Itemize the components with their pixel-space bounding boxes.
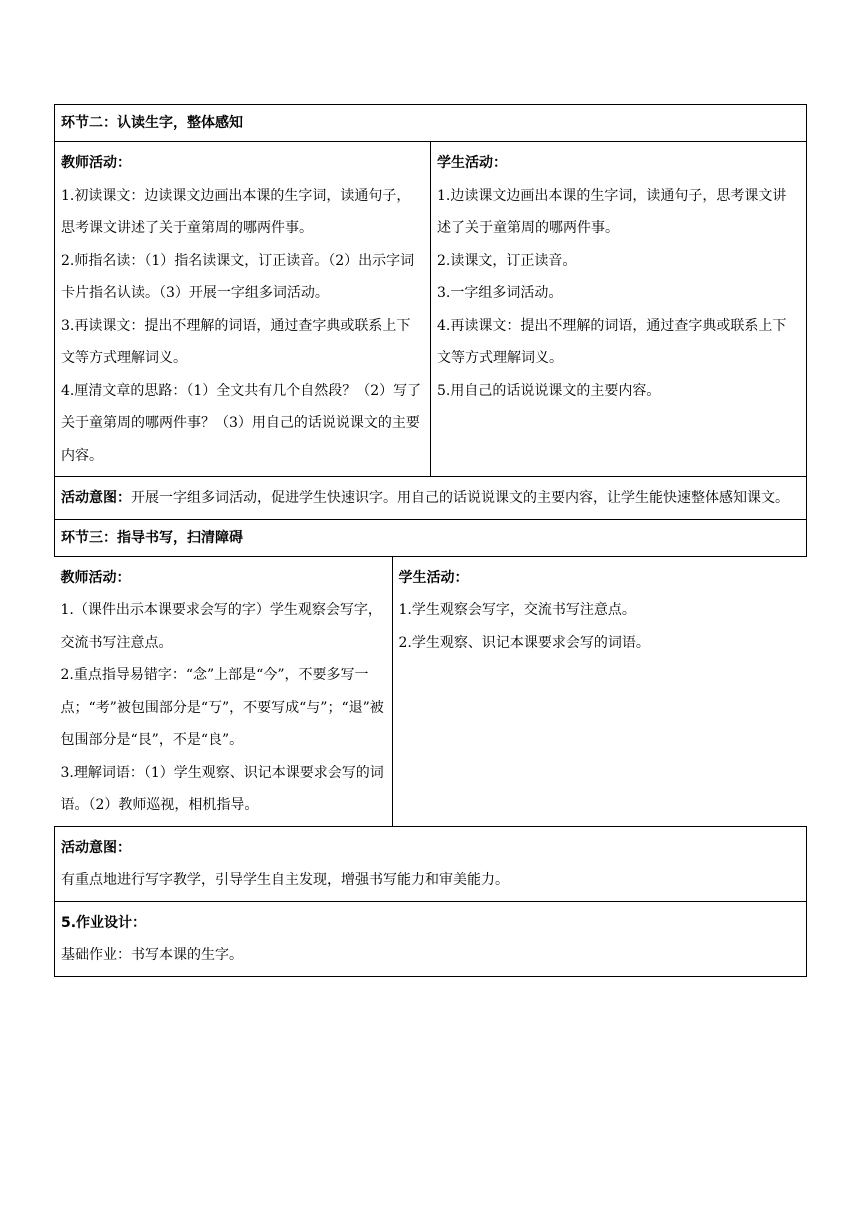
section-3-intent-row [55,826,807,901]
section-2-student-label: 学生活动： [437,155,507,171]
section-2-header-row [55,105,807,142]
section-2-teacher-cell [55,142,431,477]
section-2-intent-label: 活动意图： [61,490,131,506]
section-3-intent-label: 活动意图： [61,839,131,856]
section-3-header-row [55,519,807,556]
homework-text: 基础作业：书写本课的生字。 [61,947,243,963]
section-3-intent-cell [55,826,807,901]
section-2-student-item-3: 3.一字组多词活动。 [437,285,563,301]
section-3-student-cell [392,557,807,826]
section-3-student-item-2: 2.学生观察、识记本课要求会写的词语。 [398,634,650,651]
section-2-title: 环节二：认读生字，整体感知 [55,105,807,142]
section-2-teacher-item-3: 3.再读课文：提出不理解的词语，通过查字典或联系上下文等方式理解词义。 [61,317,411,366]
section-2-teacher-item-4: 4.厘清文章的思路：（1）全文共有几个自然段？（2）写了关于童第周的哪两件事？（3）用自己的话说说课文的主要内容。 [61,382,422,464]
section-2-student-cell [431,142,807,477]
section-2-teacher-item-2: 2.师指名读：（1）指名读课文，订正读音。（2）出示字词卡片指名认读。（3）开展一字组多词活动。 [61,252,415,301]
section-2-teacher-label: 教师活动： [61,155,131,171]
section-2-intent-row [55,477,807,520]
section-2-intent-cell [55,477,807,520]
section-2-activities-row [55,142,807,477]
section-2-student-item-4: 4.再读课文：提出不理解的词语，通过查字典或联系上下文等方式理解词义。 [437,317,787,366]
section-3-teacher-item-2: 2.重点指导易错字：“念”上部是“今”，不要多写一点；“考”被包围部分是“丂”，不要写成“与”；“退”被包围部分是“艮”，不是“良”。 [60,667,384,748]
section-2-student-item-2: 2.读课文，订正读音。 [437,252,577,269]
homework-row [55,901,807,976]
section-3-teacher-cell [55,557,393,826]
section-3-activities-wrapper [55,556,807,826]
section-2-teacher-item-1: 1.初读课文：边读课文边画出本课的生字词，读通句子，思考课文讲述了关于童第周的哪两件事。 [61,187,411,236]
section-3-activities-row [55,556,807,826]
section-2-student-item-5: 5.用自己的话说说课文的主要内容。 [437,382,661,399]
section-2-student-item-1: 1.边读课文边画出本课的生字词，读通句子，思考课文讲述了关于童第周的哪两件事。 [437,187,787,236]
homework-title: 5.作业设计： [61,914,147,931]
homework-cell [55,901,807,976]
lesson-plan-document [54,104,807,977]
section-3-intent-text: 有重点地进行写字教学，引导学生自主发现，增强书写能力和审美能力。 [61,872,509,888]
section-3-title: 环节三：指导书写，扫清障碍 [55,519,807,556]
section-3-student-item-1: 1.学生观察会写字，交流书写注意点。 [398,602,636,618]
section-3-activities-table [55,557,807,826]
section-3-teacher-item-1: 1.（课件出示本课要求会写的字）学生观察会写字，交流书写注意点。 [60,602,382,651]
section-3-student-label: 学生活动： [398,569,469,586]
section-2-intent-text: 开展一字组多词活动，促进学生快速识字。用自己的话说说课文的主要内容，让学生能快速整体感知课文。 [131,490,789,506]
lesson-plan-table [54,104,807,977]
section-3-teacher-label: 教师活动： [60,569,131,586]
section-3-teacher-item-3: 3.理解词语：（1）学生观察、识记本课要求会写的词语。（2）教师巡视，相机指导。 [60,764,384,813]
